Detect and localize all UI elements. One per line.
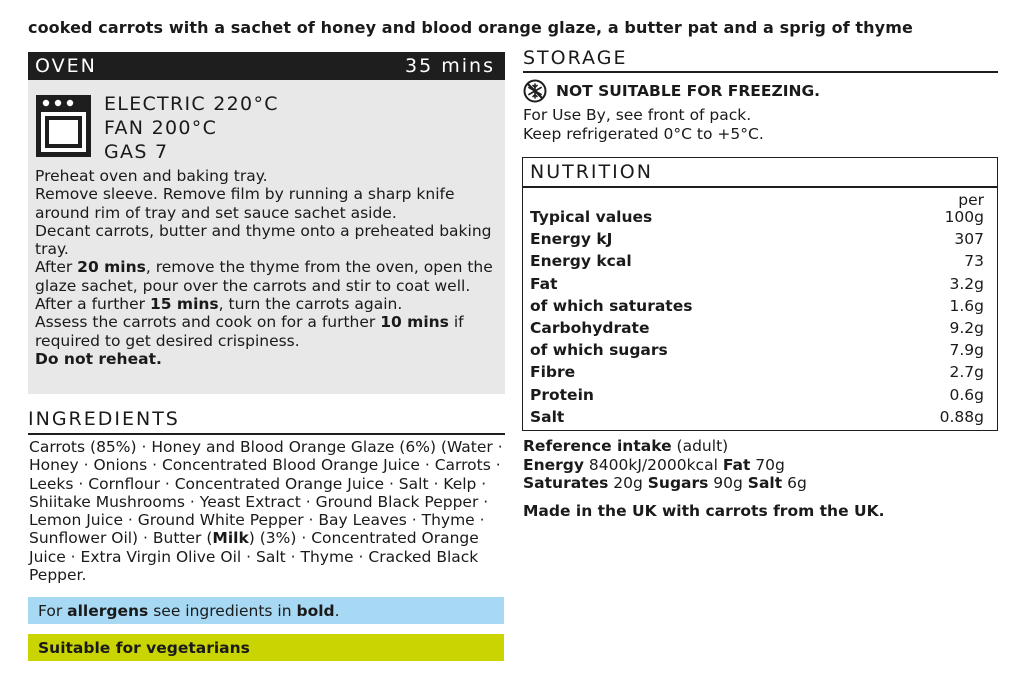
ingredients-title: INGREDIENTS — [28, 408, 180, 430]
nutrition-row — [530, 319, 984, 341]
oven-title: OVEN — [35, 55, 97, 77]
freezing-warning: NOT SUITABLE FOR FREEZING. — [523, 79, 820, 103]
nutrition-row — [530, 275, 984, 297]
nutrition-row — [530, 230, 984, 252]
nutrition-value: 7.9g — [949, 341, 984, 360]
nutrition-row — [530, 208, 984, 230]
gas-mark: GAS 7 — [104, 141, 169, 163]
allergen-notice: For allergens see ingredients in bold. — [28, 597, 504, 624]
method-step: Remove sleeve. Remove film by running a sharp knife around rim of tray and set sauce sachet aside. — [35, 185, 455, 222]
nutrition-rows — [530, 208, 984, 430]
method-step: Decant carrots, butter and thyme onto a preheated baking tray. — [35, 221, 492, 259]
fan-temp: FAN 200°C — [104, 117, 218, 139]
nutrition-label: Energy kJ — [530, 230, 613, 249]
method-step-warning: Do not reheat. — [35, 349, 162, 368]
ingredients-divider — [28, 433, 505, 435]
nutrition-label: of which sugars — [530, 341, 668, 360]
nutrition-row — [530, 363, 984, 385]
storage-divider — [523, 71, 998, 73]
ingredients-list: Carrots (85%) · Honey and Blood Orange Glaze (6%) (Water · Honey · Onions · Concentrated Blood Orange Juice · Carrots · Leeks · Cornflour · Concentrated Orange Juice · Salt · Kelp · Shiitake Mushrooms · Yeast Extract · Ground Black Pepper · Lemon Juice · Ground White Pepper · Bay Leaves · Thyme · Sunflower Oil) · Butter (Milk) (3%) · Concentrated Orange Juice · Extra Virgin Olive Oil · Salt · Thyme · Cracked Black Pepper. — [29, 438, 503, 585]
nutrition-label: Energy kcal — [530, 252, 632, 271]
nutrition-row — [530, 252, 984, 274]
nutrition-value: 307 — [954, 230, 984, 249]
nutrition-value: 73 — [964, 252, 984, 271]
storage-instructions: For Use By, see front of pack. Keep refrigerated 0°C to +5°C. — [523, 106, 764, 143]
method-step: After 20 mins, remove the thyme from the oven, open the glaze sachet, pour over the carrots and stir to coat well. — [35, 258, 493, 295]
method-step: Preheat oven and baking tray. — [35, 167, 268, 185]
nutrition-value: 100g — [944, 208, 984, 226]
nutrition-value: 1.6g — [949, 296, 984, 315]
nutrition-value: 0.88g — [939, 407, 984, 426]
no-freeze-icon — [523, 79, 547, 103]
oven-header — [28, 52, 505, 80]
nutrition-label: of which saturates — [530, 296, 693, 315]
nutrition-label: Fat — [530, 274, 558, 293]
cooking-method — [35, 167, 501, 368]
nutrition-label: Typical values — [530, 208, 653, 226]
nutrition-label: Protein — [530, 385, 594, 404]
product-description: cooked carrots with a sachet of honey and blood orange glaze, a butter pat and a sprig of thyme — [28, 18, 913, 37]
nutrition-value: 2.7g — [949, 363, 984, 382]
nutrition-row — [530, 341, 984, 363]
oven-icon — [36, 95, 91, 157]
oven-time: 35 mins — [405, 55, 495, 77]
nutrition-label: Carbohydrate — [530, 318, 650, 337]
nutrition-value: 9.2g — [949, 318, 984, 337]
method-step: After a further 15 mins, turn the carrots again. — [35, 295, 403, 314]
nutrition-label: Salt — [530, 407, 565, 426]
nutrition-table — [522, 157, 998, 431]
vegetarian-badge: Suitable for vegetarians — [28, 634, 504, 661]
origin-statement: Made in the UK with carrots from the UK. — [523, 502, 885, 520]
nutrition-row — [530, 386, 984, 408]
method-step: Assess the carrots and cook on for a further 10 mins if required to get desired crispiness. — [35, 313, 464, 350]
storage-title: STORAGE — [523, 47, 628, 69]
nutrition-divider — [523, 186, 997, 188]
electric-temp: ELECTRIC 220°C — [104, 93, 279, 115]
oven-temperatures — [104, 92, 279, 164]
nutrition-row — [530, 408, 984, 430]
nutrition-per: per — [958, 191, 984, 209]
nutrition-row — [530, 297, 984, 319]
nutrition-label: Fibre — [530, 363, 576, 382]
nutrition-value: 3.2g — [949, 274, 984, 293]
allergen-milk: Milk — [212, 529, 249, 548]
reference-intake: Reference intake (adult) Energy 8400kJ/2000kcal Fat 70g Saturates 20g Sugars 90g Salt 6g — [523, 437, 807, 492]
nutrition-title: NUTRITION — [530, 161, 653, 183]
nutrition-value: 0.6g — [949, 385, 984, 404]
oven-instructions — [28, 80, 505, 394]
